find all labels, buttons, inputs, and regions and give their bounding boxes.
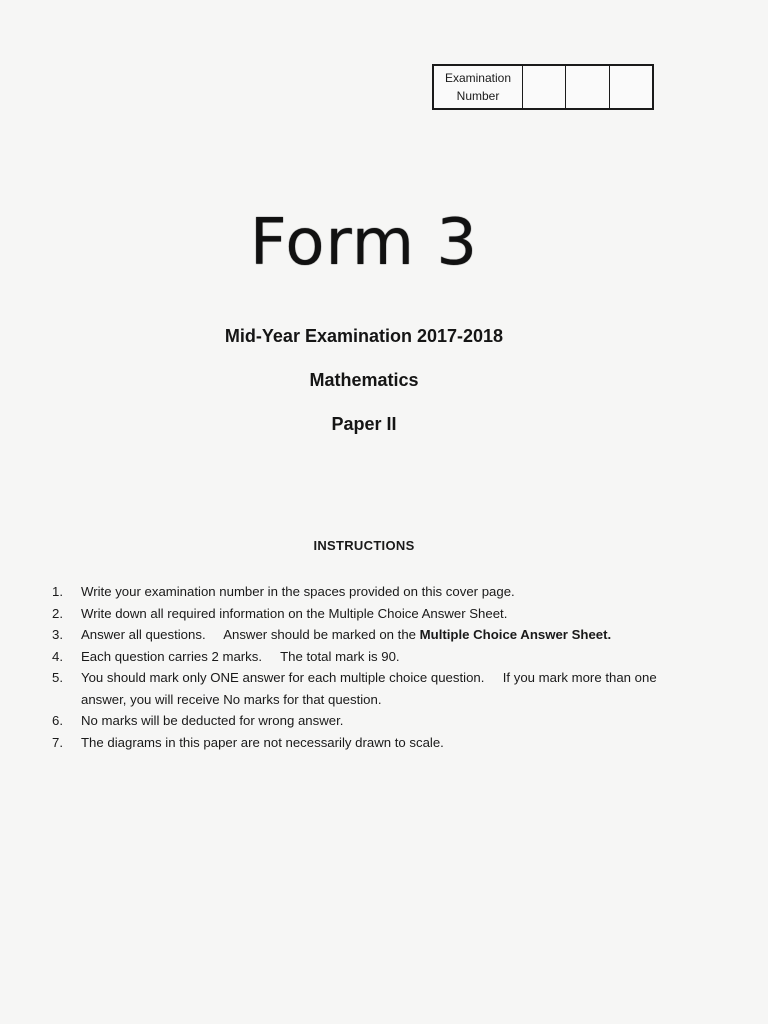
instruction-text-part: No marks will be deducted for wrong answer. bbox=[81, 713, 344, 728]
instruction-text bbox=[81, 603, 702, 625]
instruction-text-part: Answer all questions. Answer should be marked on the bbox=[81, 627, 420, 642]
instruction-text-part: Write down all required information on the Multiple Choice Answer Sheet. bbox=[81, 605, 508, 621]
subject-title: Mathematics bbox=[309, 370, 419, 390]
instruction-number: 2. bbox=[52, 605, 63, 621]
instruction-text bbox=[81, 581, 702, 603]
instruction-item bbox=[52, 667, 702, 710]
exam-label-line2: Number bbox=[456, 89, 500, 103]
instruction-item bbox=[52, 581, 702, 603]
instruction-item bbox=[52, 624, 702, 646]
instructions-list bbox=[52, 581, 702, 753]
instruction-text bbox=[81, 646, 702, 668]
form-title: Form 3 bbox=[249, 206, 479, 280]
instruction-text-part: The diagrams in this paper are not necessarily drawn to scale. bbox=[81, 734, 444, 750]
instruction-text-part: Write your examination number in the spaces provided on this cover page. bbox=[81, 584, 515, 599]
instruction-text bbox=[81, 624, 702, 646]
instruction-number: 3. bbox=[52, 627, 63, 642]
instruction-text bbox=[81, 710, 702, 732]
instruction-number: 6. bbox=[52, 713, 63, 728]
instructions-heading: INSTRUCTIONS bbox=[313, 538, 415, 553]
exam-label-line1: Examination bbox=[444, 71, 512, 85]
instruction-text bbox=[81, 667, 702, 710]
instruction-text bbox=[81, 732, 702, 754]
instruction-number: 7. bbox=[52, 734, 63, 750]
instruction-item bbox=[52, 646, 702, 668]
instruction-number: 4. bbox=[52, 648, 63, 664]
instruction-item bbox=[52, 732, 702, 754]
instruction-item bbox=[52, 710, 702, 732]
instruction-number: 1. bbox=[52, 584, 63, 599]
exam-name: Mid-Year Examination 2017-2018 bbox=[224, 326, 504, 346]
examination-number-label bbox=[434, 66, 523, 108]
examination-number-box bbox=[432, 64, 654, 110]
instruction-text-part: Each question carries 2 marks. The total mark is 90. bbox=[81, 648, 400, 664]
exam-number-cell[interactable] bbox=[566, 66, 609, 108]
paper-title: Paper II bbox=[331, 414, 397, 434]
instruction-emphasis: Multiple Choice Answer Sheet. bbox=[419, 627, 612, 642]
instruction-item bbox=[52, 603, 702, 625]
instruction-text-part: You should mark only ONE answer for each multiple choice question. If you mark more than one answer, you will receive No marks for that question. bbox=[81, 670, 661, 707]
instruction-number: 5. bbox=[52, 670, 63, 685]
exam-number-cell[interactable] bbox=[610, 66, 652, 108]
exam-number-cell[interactable] bbox=[523, 66, 566, 108]
